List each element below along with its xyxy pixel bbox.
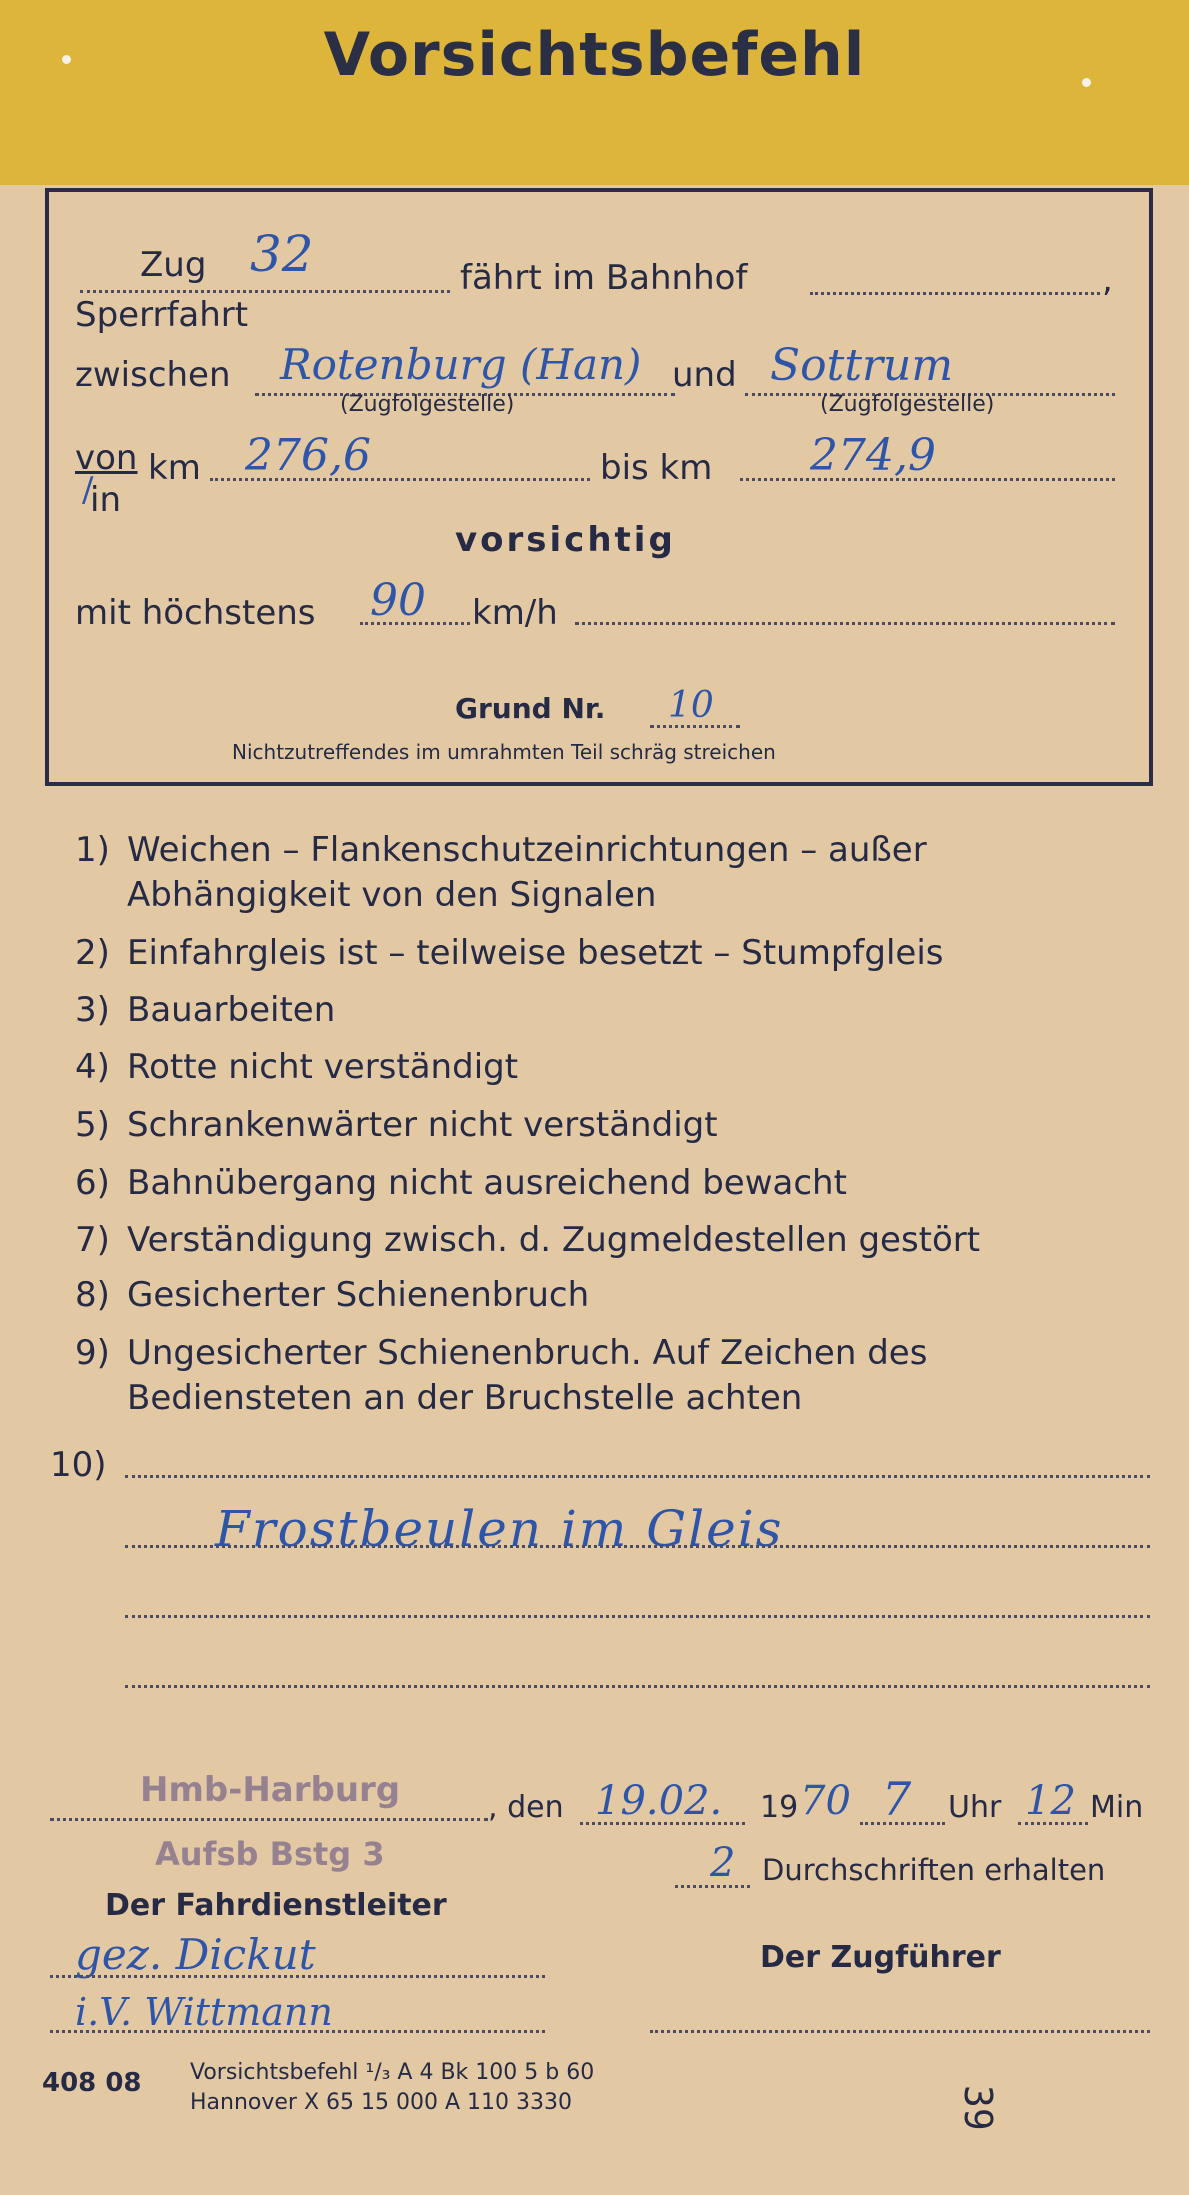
copies-value: 2 bbox=[710, 1840, 736, 1886]
km-label: km bbox=[148, 448, 201, 488]
zwischen-value: Rotenburg (Han) bbox=[280, 340, 642, 389]
reason-5-text: Schrankenwärter nicht verständigt bbox=[127, 1105, 718, 1145]
form-title: Vorsichtsbefehl bbox=[323, 20, 866, 90]
reason-8 bbox=[75, 1275, 589, 1315]
von-label: von bbox=[75, 438, 138, 478]
page-number: 39 bbox=[956, 2085, 1000, 2131]
reason-9-text-2: Bediensteten an der Bruchstelle achten bbox=[127, 1378, 803, 1418]
reason-3-number: 3) bbox=[75, 990, 110, 1030]
reason-10-line-2 bbox=[125, 1545, 1150, 1548]
zug-value: 32 bbox=[250, 225, 314, 283]
und-value: Sottrum bbox=[770, 340, 954, 391]
reason-5-number: 5) bbox=[75, 1105, 110, 1145]
reason-1-line-2 bbox=[75, 875, 656, 915]
print-info-line-1: Vorsichtsbefehl ¹/₃ A 4 Bk 100 5 b 60 bbox=[190, 2060, 595, 2085]
form-number: 408 08 bbox=[42, 2068, 142, 2098]
grund-label: Grund Nr. bbox=[455, 692, 606, 725]
reason-10-number: 10) bbox=[50, 1445, 107, 1485]
zug-label: Zug bbox=[140, 245, 207, 285]
reason-6-number: 6) bbox=[75, 1163, 110, 1203]
reason-10-line-4 bbox=[125, 1685, 1150, 1688]
reason-10-line-1 bbox=[125, 1475, 1150, 1478]
comma: , bbox=[1102, 260, 1113, 300]
fdl-line-2 bbox=[50, 2030, 545, 2033]
stamp-place: Hmb-Harburg bbox=[140, 1770, 401, 1810]
zug-line bbox=[80, 290, 450, 293]
reason-5 bbox=[75, 1105, 718, 1145]
km-to-value: 274,9 bbox=[810, 430, 936, 481]
reason-1-number: 1) bbox=[75, 830, 110, 870]
reason-1-text-2: Abhängigkeit von den Signalen bbox=[127, 875, 657, 915]
min-value: 12 bbox=[1025, 1778, 1076, 1824]
grund-value: 10 bbox=[668, 685, 714, 726]
punch-hole-left bbox=[62, 55, 71, 64]
min-line bbox=[1018, 1822, 1088, 1825]
grund-line bbox=[650, 725, 740, 728]
in-strike: / bbox=[82, 470, 94, 510]
reason-2-text: Einfahrgleis ist – teilweise besetzt – Stumpfgleis bbox=[127, 933, 944, 973]
print-info-line-2: Hannover X 65 15 000 A 110 3330 bbox=[190, 2090, 573, 2115]
reason-10-handwritten: Frostbeulen im Gleis bbox=[215, 1500, 784, 1558]
zugfolgestelle-label-2: (Zugfolgestelle) bbox=[820, 392, 995, 417]
reason-4-number: 4) bbox=[75, 1047, 110, 1087]
reason-7-number: 7) bbox=[75, 1220, 110, 1260]
zugfolgestelle-label-1: (Zugfolgestelle) bbox=[340, 392, 515, 417]
speed-line bbox=[360, 622, 470, 625]
reason-9-line-2 bbox=[75, 1378, 802, 1418]
reason-9-number: 9) bbox=[75, 1333, 110, 1373]
reason-1-line-1 bbox=[75, 830, 927, 870]
zwischen-label: zwischen bbox=[75, 355, 231, 395]
zf-label: Der Zugführer bbox=[760, 1940, 1001, 1975]
strike-instruction: Nichtzutreffendes im umrahmten Teil schräg streichen bbox=[232, 740, 776, 764]
reason-3 bbox=[75, 990, 335, 1030]
den-label: , den bbox=[488, 1790, 564, 1825]
faehrt-label: fährt im Bahnhof bbox=[460, 258, 748, 298]
faehrt-line bbox=[810, 292, 1100, 295]
fdl-label: Der Fahrdienstleiter bbox=[105, 1888, 447, 1923]
hour-line bbox=[860, 1822, 945, 1825]
speed-value: 90 bbox=[370, 575, 426, 626]
reason-8-text: Gesicherter Schienenbruch bbox=[127, 1275, 590, 1315]
place-line bbox=[50, 1818, 488, 1821]
reason-8-number: 8) bbox=[75, 1275, 110, 1315]
year-value: 70 bbox=[800, 1778, 851, 1824]
kmh-label: km/h bbox=[472, 593, 558, 633]
fdl-line-1 bbox=[50, 1975, 545, 1978]
reason-4-text: Rotte nicht verständigt bbox=[127, 1047, 519, 1087]
uhr-label: Uhr bbox=[948, 1790, 1002, 1825]
hour-value: 7 bbox=[882, 1772, 912, 1826]
reason-4 bbox=[75, 1047, 518, 1087]
zf-line bbox=[650, 2030, 1150, 2033]
date-line bbox=[580, 1822, 745, 1825]
reason-6 bbox=[75, 1163, 847, 1203]
punch-hole-right bbox=[1082, 78, 1091, 87]
kmh-line bbox=[575, 622, 1115, 625]
reason-9-text: Ungesicherter Schienenbruch. Auf Zeichen des bbox=[127, 1333, 928, 1373]
reason-6-text: Bahnübergang nicht ausreichend bewacht bbox=[127, 1163, 847, 1203]
reason-2 bbox=[75, 933, 943, 973]
sperrfahrt-label: Sperrfahrt bbox=[75, 295, 249, 335]
km-from-line bbox=[210, 478, 590, 481]
date-value: 19.02. bbox=[595, 1778, 723, 1824]
year-prefix: 19 bbox=[760, 1790, 799, 1825]
in-label: in bbox=[90, 480, 121, 520]
fdl-signature-1: gez. Dickut bbox=[75, 1930, 316, 1979]
header-band bbox=[0, 0, 1189, 185]
bis-km-label: bis km bbox=[600, 448, 713, 488]
km-to-line bbox=[740, 478, 1115, 481]
reason-7-text: Verständigung zwisch. d. Zugmeldestellen gestört bbox=[127, 1220, 981, 1260]
km-from-value: 276,6 bbox=[245, 430, 371, 481]
reason-3-text: Bauarbeiten bbox=[127, 990, 336, 1030]
fdl-signature-2: i.V. Wittmann bbox=[75, 1990, 333, 2034]
vorsichtig-label: vorsichtig bbox=[455, 520, 676, 560]
copies-label: Durchschriften erhalten bbox=[762, 1853, 1106, 1887]
reason-9-line-1 bbox=[75, 1333, 927, 1373]
min-label: Min bbox=[1090, 1790, 1144, 1825]
reason-2-number: 2) bbox=[75, 933, 110, 973]
reason-1-text: Weichen – Flankenschutzeinrichtungen – außer bbox=[127, 830, 927, 870]
und-label: und bbox=[672, 355, 737, 395]
hoechstens-label: mit höchstens bbox=[75, 593, 316, 633]
stamp-office: Aufsb Bstg 3 bbox=[155, 1835, 385, 1873]
reason-7 bbox=[75, 1220, 980, 1260]
reason-10-line-3 bbox=[125, 1615, 1150, 1618]
